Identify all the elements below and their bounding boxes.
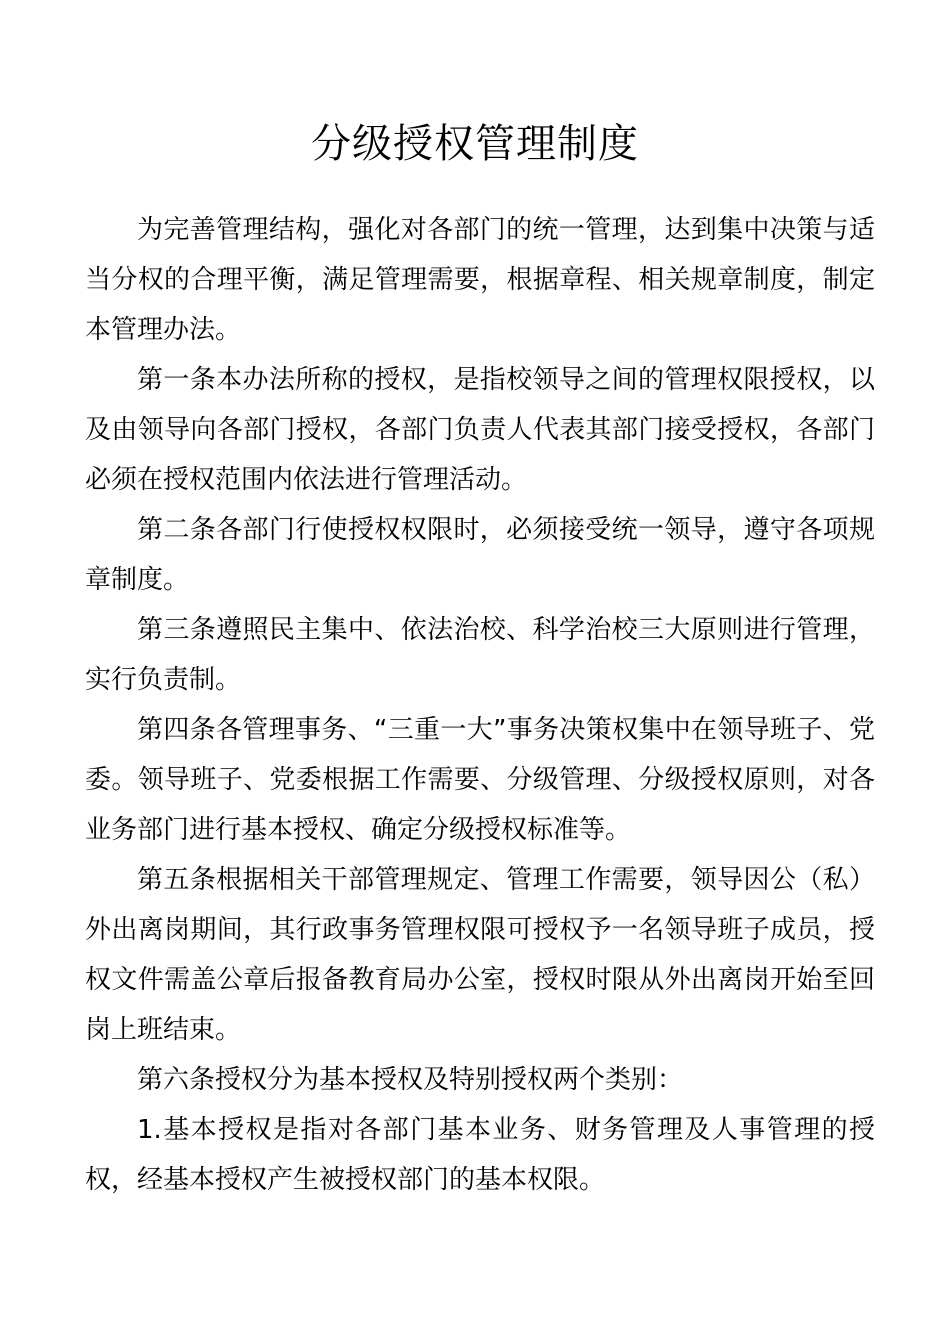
paragraph-article-1: 第一条本办法所称的授权，是指校领导之间的管理权限授权，以及由领导向各部门授权，各部门负责人代表其部门接受授权，各部门必须在授权范围内依法进行管理活动。	[85, 365, 875, 495]
paragraph-article-2: 第二条各部门行使授权权限时，必须接受统一领导，遵守各项规章制度。	[85, 515, 875, 595]
paragraph-article-4: 第四条各管理事务、“三重一大”事务决策权集中在领导班子、党委。领导班子、党委根据工作需要、分级管理、分级授权原则，对各业务部门进行基本授权、确定分级授权标准等。	[85, 715, 875, 845]
paragraph-item-1: 1.基本授权是指对各部门基本业务、财务管理及人事管理的授权，经基本授权产生被授权部门的基本权限。	[85, 1115, 875, 1195]
paragraph-article-6: 第六条授权分为基本授权及特别授权两个类别：	[137, 1065, 684, 1095]
document-body	[85, 205, 875, 1205]
paragraph-preamble: 为完善管理结构，强化对各部门的统一管理，达到集中决策与适当分权的合理平衡，满足管理需要，根据章程、相关规章制度，制定本管理办法。	[85, 215, 875, 345]
paragraph-article-3: 第三条遵照民主集中、依法治校、科学治校三大原则进行管理，实行负责制。	[85, 615, 875, 695]
document-title: 分级授权管理制度	[311, 121, 639, 167]
paragraph-article-5: 第五条根据相关干部管理规定、管理工作需要，领导因公（私）外出离岗期间，其行政事务管理权限可授权予一名领导班子成员，授权文件需盖公章后报备教育局办公室，授权时限从外出离岗开始至回岗上班结束。	[85, 865, 875, 1045]
